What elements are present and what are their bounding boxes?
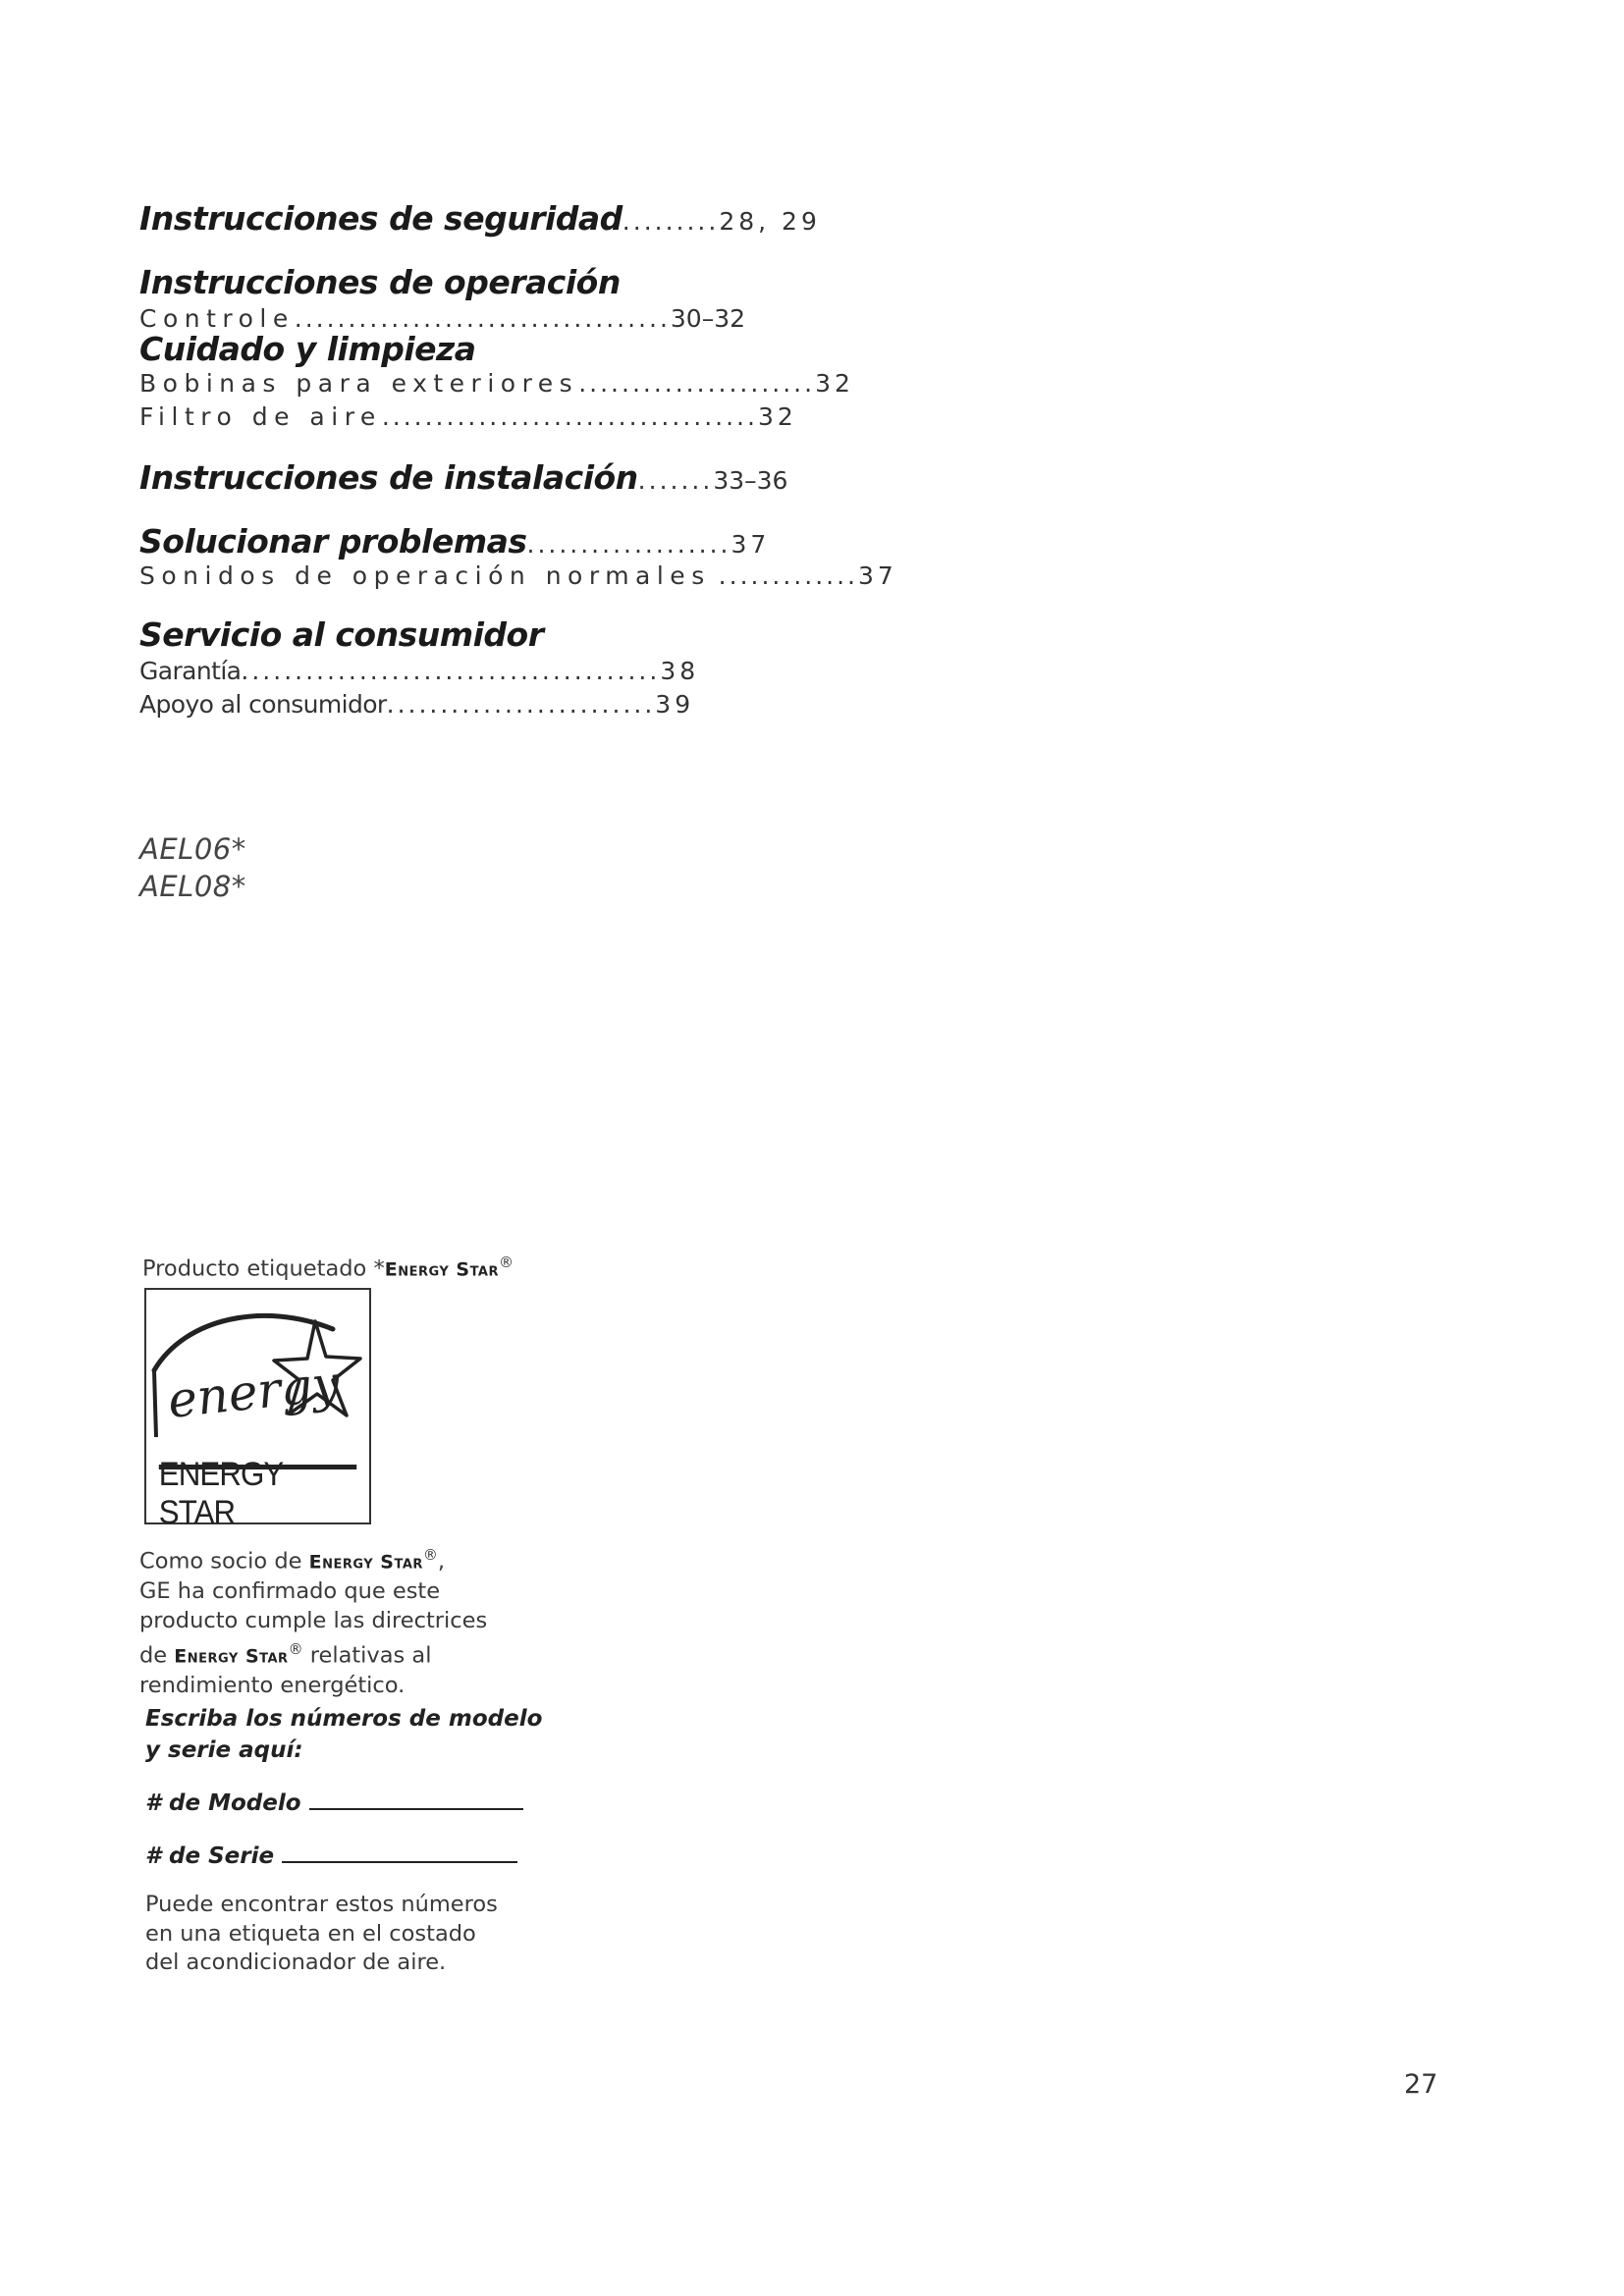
partner-line-3: producto cumple las directrices <box>139 1607 488 1633</box>
toc-support-dots: ......................... <box>386 690 656 719</box>
toc-trouble-dots: ................... <box>526 530 731 559</box>
toc-controls <box>139 304 745 333</box>
toc-safety-title: Instrucciones de seguridad <box>139 199 623 238</box>
toc-filter <box>139 402 797 431</box>
toc-install <box>139 458 787 497</box>
serial-number-field[interactable] <box>145 1840 517 1869</box>
toc-support-page: 39 <box>655 690 695 719</box>
toc-coils-dots: ...................... <box>578 369 816 398</box>
partner-comma: , <box>437 1548 446 1575</box>
energy-caption-reg: ® <box>499 1254 514 1271</box>
toc-safety <box>139 199 821 238</box>
toc-controls-label: Controle <box>139 304 295 333</box>
partner-reg: ® <box>422 1546 438 1564</box>
model-number-label: # de Modelo <box>145 1790 301 1816</box>
toc-install-title: Instrucciones de instalación <box>139 458 638 497</box>
toc-safety-page: 28, 29 <box>719 207 821 236</box>
record-note-line-3: del acondicionador de aire. <box>145 1949 447 1975</box>
page-number: 27 <box>1404 2069 1438 2100</box>
toc-sounds-page: 37 <box>857 561 897 590</box>
partner-brand: Energy Star <box>308 1551 423 1574</box>
partner-line-4 <box>139 1635 487 1672</box>
energy-caption-text: Producto etiquetado * <box>142 1255 385 1282</box>
partner-line-1 <box>139 1541 487 1577</box>
toc-filter-label: Filtro de aire <box>139 402 382 431</box>
model-number-2: AEL08* <box>139 870 246 903</box>
model-number-line[interactable] <box>309 1787 523 1810</box>
toc-coils <box>139 369 854 398</box>
toc-service-title: Servicio al consumidor <box>139 615 544 654</box>
toc-warranty <box>139 657 699 685</box>
model-number-field[interactable] <box>145 1787 523 1816</box>
serial-number-line[interactable] <box>282 1840 517 1863</box>
toc-sounds-dots: ............. <box>718 561 858 590</box>
toc-care-title: Cuidado y limpieza <box>139 330 476 368</box>
toc-trouble <box>139 522 770 561</box>
toc-operating-title: Instrucciones de operación <box>139 263 621 301</box>
partner-brand-2: Energy Star <box>174 1645 289 1668</box>
partner-reg-2: ® <box>288 1640 303 1658</box>
record-note-line-2: en una etiqueta en el costado <box>145 1920 476 1947</box>
toc-trouble-page: 37 <box>731 530 771 559</box>
toc-install-dots: ....... <box>637 466 714 495</box>
record-heading-line-2: y serie aquí: <box>145 1737 303 1763</box>
energy-star-caption <box>142 1249 514 1285</box>
toc-warranty-label: Garantía <box>139 657 242 685</box>
energy-star-logo-art <box>146 1290 369 1467</box>
toc-warranty-dots: ....................................... <box>241 657 661 685</box>
toc-sounds <box>139 561 897 590</box>
record-note-line-1: Puede encontrar estos números <box>145 1892 498 1917</box>
toc-coils-label: Bobinas para exteriores <box>139 369 579 398</box>
energy-star-wordmark: ENERGY STAR <box>159 1465 356 1519</box>
record-heading <box>145 1703 542 1766</box>
model-number-1: AEL06* <box>139 832 246 866</box>
toc-filter-dots: ................................... <box>381 402 758 431</box>
record-heading-line-1: Escriba los números de modelo <box>145 1706 543 1732</box>
energy-star-logo <box>144 1288 371 1531</box>
toc-install-page: 33–36 <box>713 466 788 495</box>
partner-line-1-text: Como socio de <box>139 1548 309 1575</box>
toc-trouble-title: Solucionar problemas <box>139 522 527 561</box>
record-note <box>145 1891 498 1978</box>
partner-line-4-end: relativas al <box>302 1642 432 1669</box>
energy-caption-brand: Energy Star <box>384 1258 499 1281</box>
serial-number-label: # de Serie <box>145 1843 275 1869</box>
toc-safety-dots: ......... <box>622 207 720 236</box>
toc-filter-page: 32 <box>757 402 797 431</box>
toc-support-label: Apoyo al consumidor <box>139 690 387 719</box>
toc-controls-dots: ................................... <box>294 304 671 333</box>
partner-statement <box>139 1541 487 1701</box>
toc-controls-page: 30–32 <box>670 304 746 333</box>
toc-coils-page: 32 <box>815 369 854 398</box>
partner-line-4-start: de <box>139 1642 175 1669</box>
logo-script-text: energy <box>165 1354 343 1429</box>
toc-warranty-page: 38 <box>660 657 700 685</box>
partner-line-5: rendimiento energético. <box>139 1673 406 1698</box>
toc-support <box>139 690 694 719</box>
partner-line-2: GE ha confirmado que este <box>139 1578 441 1604</box>
toc-sounds-label: Sonidos de operación normales <box>139 561 711 590</box>
